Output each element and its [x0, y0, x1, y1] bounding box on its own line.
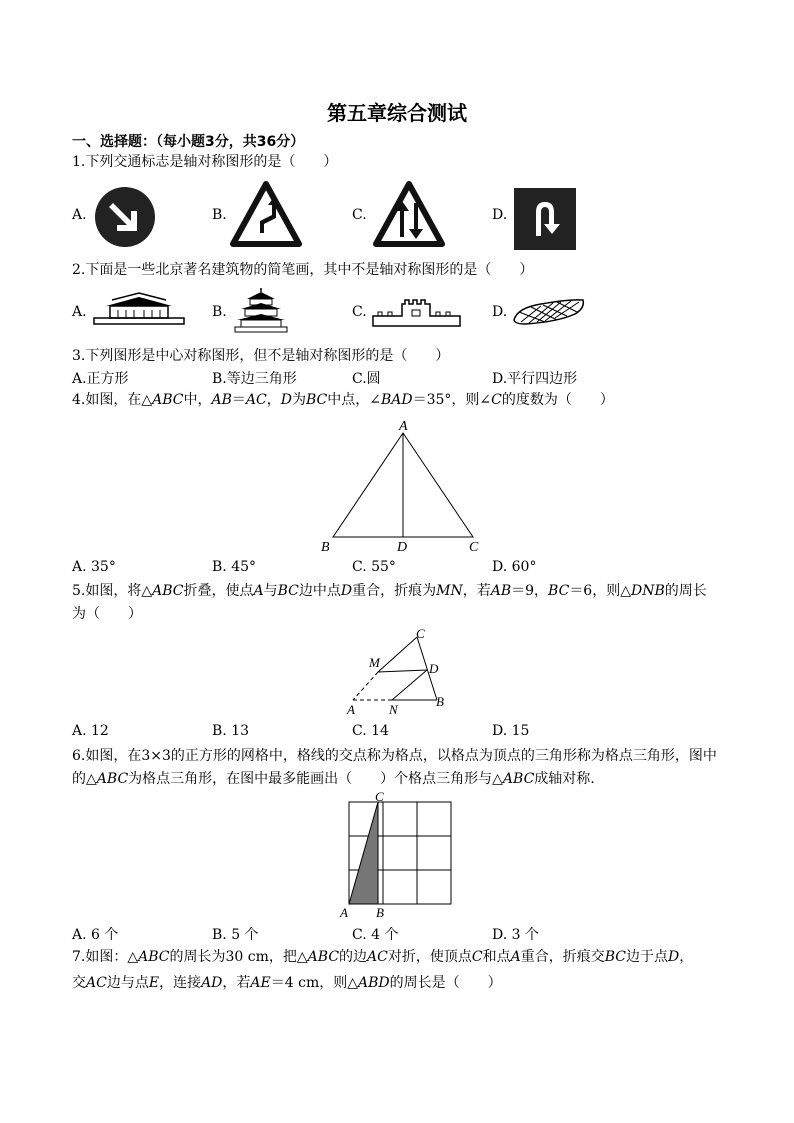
question-6-stem-line-1: 6.如图，在3×3的正方形的网格中，格线的交点称为格点，以格点为顶点的三角形称为格点三角形，图中: [72, 748, 717, 764]
temple-of-heaven-sketch-icon: [233, 287, 289, 333]
q1-option-b: B.: [212, 207, 227, 223]
birds-nest-stadium-sketch-icon: [511, 296, 587, 328]
q6-label-a: A: [340, 905, 348, 920]
q5-label-d: D: [429, 661, 439, 676]
q4-label-d: D: [397, 540, 408, 555]
q4-label-c: C: [469, 540, 479, 555]
q3-option-a: A.正方形: [72, 371, 129, 387]
question-7-stem-line-2: 交AC边与点E，连接AD，若AE＝4 cm，则△ABD的周长是（ ）: [72, 975, 502, 991]
question-6-stem-line-2: 的△ABC为格点三角形，在图中最多能画出（ ）个格点三角形与△ABC成轴对称.: [72, 771, 595, 787]
q5-option-d: D. 15: [492, 723, 530, 739]
q3-option-c: C.圆: [352, 371, 381, 387]
q6-option-a: A. 6 个: [72, 927, 119, 943]
q4-triangle-figure: [315, 415, 490, 555]
question-2-stem: 2.下面是一些北京著名建筑物的简笔画，其中不是轴对称图形的是（ ）: [72, 262, 534, 278]
question-3-stem: 3.下列图形是中心对称图形，但不是轴对称图形的是（ ）: [72, 348, 450, 364]
q1-option-c: C.: [352, 207, 367, 223]
keep-right-sign-icon: [93, 185, 157, 249]
q3-option-b: B.等边三角形: [212, 371, 297, 387]
q6-grid-figure: [335, 788, 455, 920]
question-5-stem-line-1: 5.如图，将△ABC折叠，使点A与BC边中点D重合，折痕为MN，若AB＝9，BC＝6，则△DNB的周长: [72, 583, 707, 599]
q5-label-a: A: [347, 702, 355, 717]
q1-option-a: A.: [72, 207, 87, 223]
q5-option-b: B. 13: [212, 723, 250, 739]
section-heading: 一、选择题：（每小题3分，共36分）: [72, 134, 305, 150]
page-title: 第五章综合测试: [327, 101, 467, 125]
q5-option-c: C. 14: [352, 723, 389, 739]
q5-label-c: C: [416, 626, 425, 641]
q1-option-d: D.: [492, 207, 508, 223]
q6-label-c: C: [375, 789, 384, 804]
q2-option-b: B.: [212, 304, 227, 320]
q6-option-b: B. 5 个: [212, 927, 259, 943]
q5-label-m: M: [369, 655, 380, 670]
question-4-stem: 4.如图，在△ABC中，AB＝AC，D为BC中点，∠BAD＝35°，则∠C的度数为（ ）: [72, 392, 614, 408]
q4-label-b: B: [321, 540, 330, 555]
q4-option-b: B. 45°: [212, 559, 257, 575]
q5-label-b: B: [436, 694, 444, 709]
q3-option-d: D.平行四边形: [492, 371, 578, 387]
q5-label-n: N: [389, 702, 398, 717]
q2-option-c: C.: [352, 304, 367, 320]
q4-option-d: D. 60°: [492, 559, 537, 575]
q2-option-a: A.: [72, 304, 87, 320]
question-1-stem: 1.下列交通标志是轴对称图形的是（ ）: [72, 154, 338, 170]
q6-label-b: B: [376, 905, 384, 920]
u-turn-sign-icon: [514, 188, 576, 250]
tiananmen-sketch-icon: [92, 292, 186, 328]
q4-option-a: A. 35°: [72, 559, 116, 575]
great-wall-sketch-icon: [372, 296, 462, 330]
q4-option-c: C. 55°: [352, 559, 396, 575]
q6-option-d: D. 3 个: [492, 927, 539, 943]
q5-fold-figure: [340, 625, 455, 720]
q5-option-a: A. 12: [72, 723, 109, 739]
question-5-stem-line-2: 为（ ）: [72, 606, 142, 622]
reverse-curve-sign-icon: [230, 181, 302, 247]
q4-label-a: A: [399, 419, 408, 434]
question-7-stem-line-1: 7.如图：△ABC的周长为30 cm，把△ABC的边AC对折，使顶点C和点A重合，折痕交BC边于点D，: [72, 949, 694, 965]
q2-option-d: D.: [492, 304, 508, 320]
q6-option-c: C. 4 个: [352, 927, 399, 943]
two-way-traffic-sign-icon: [373, 181, 445, 247]
